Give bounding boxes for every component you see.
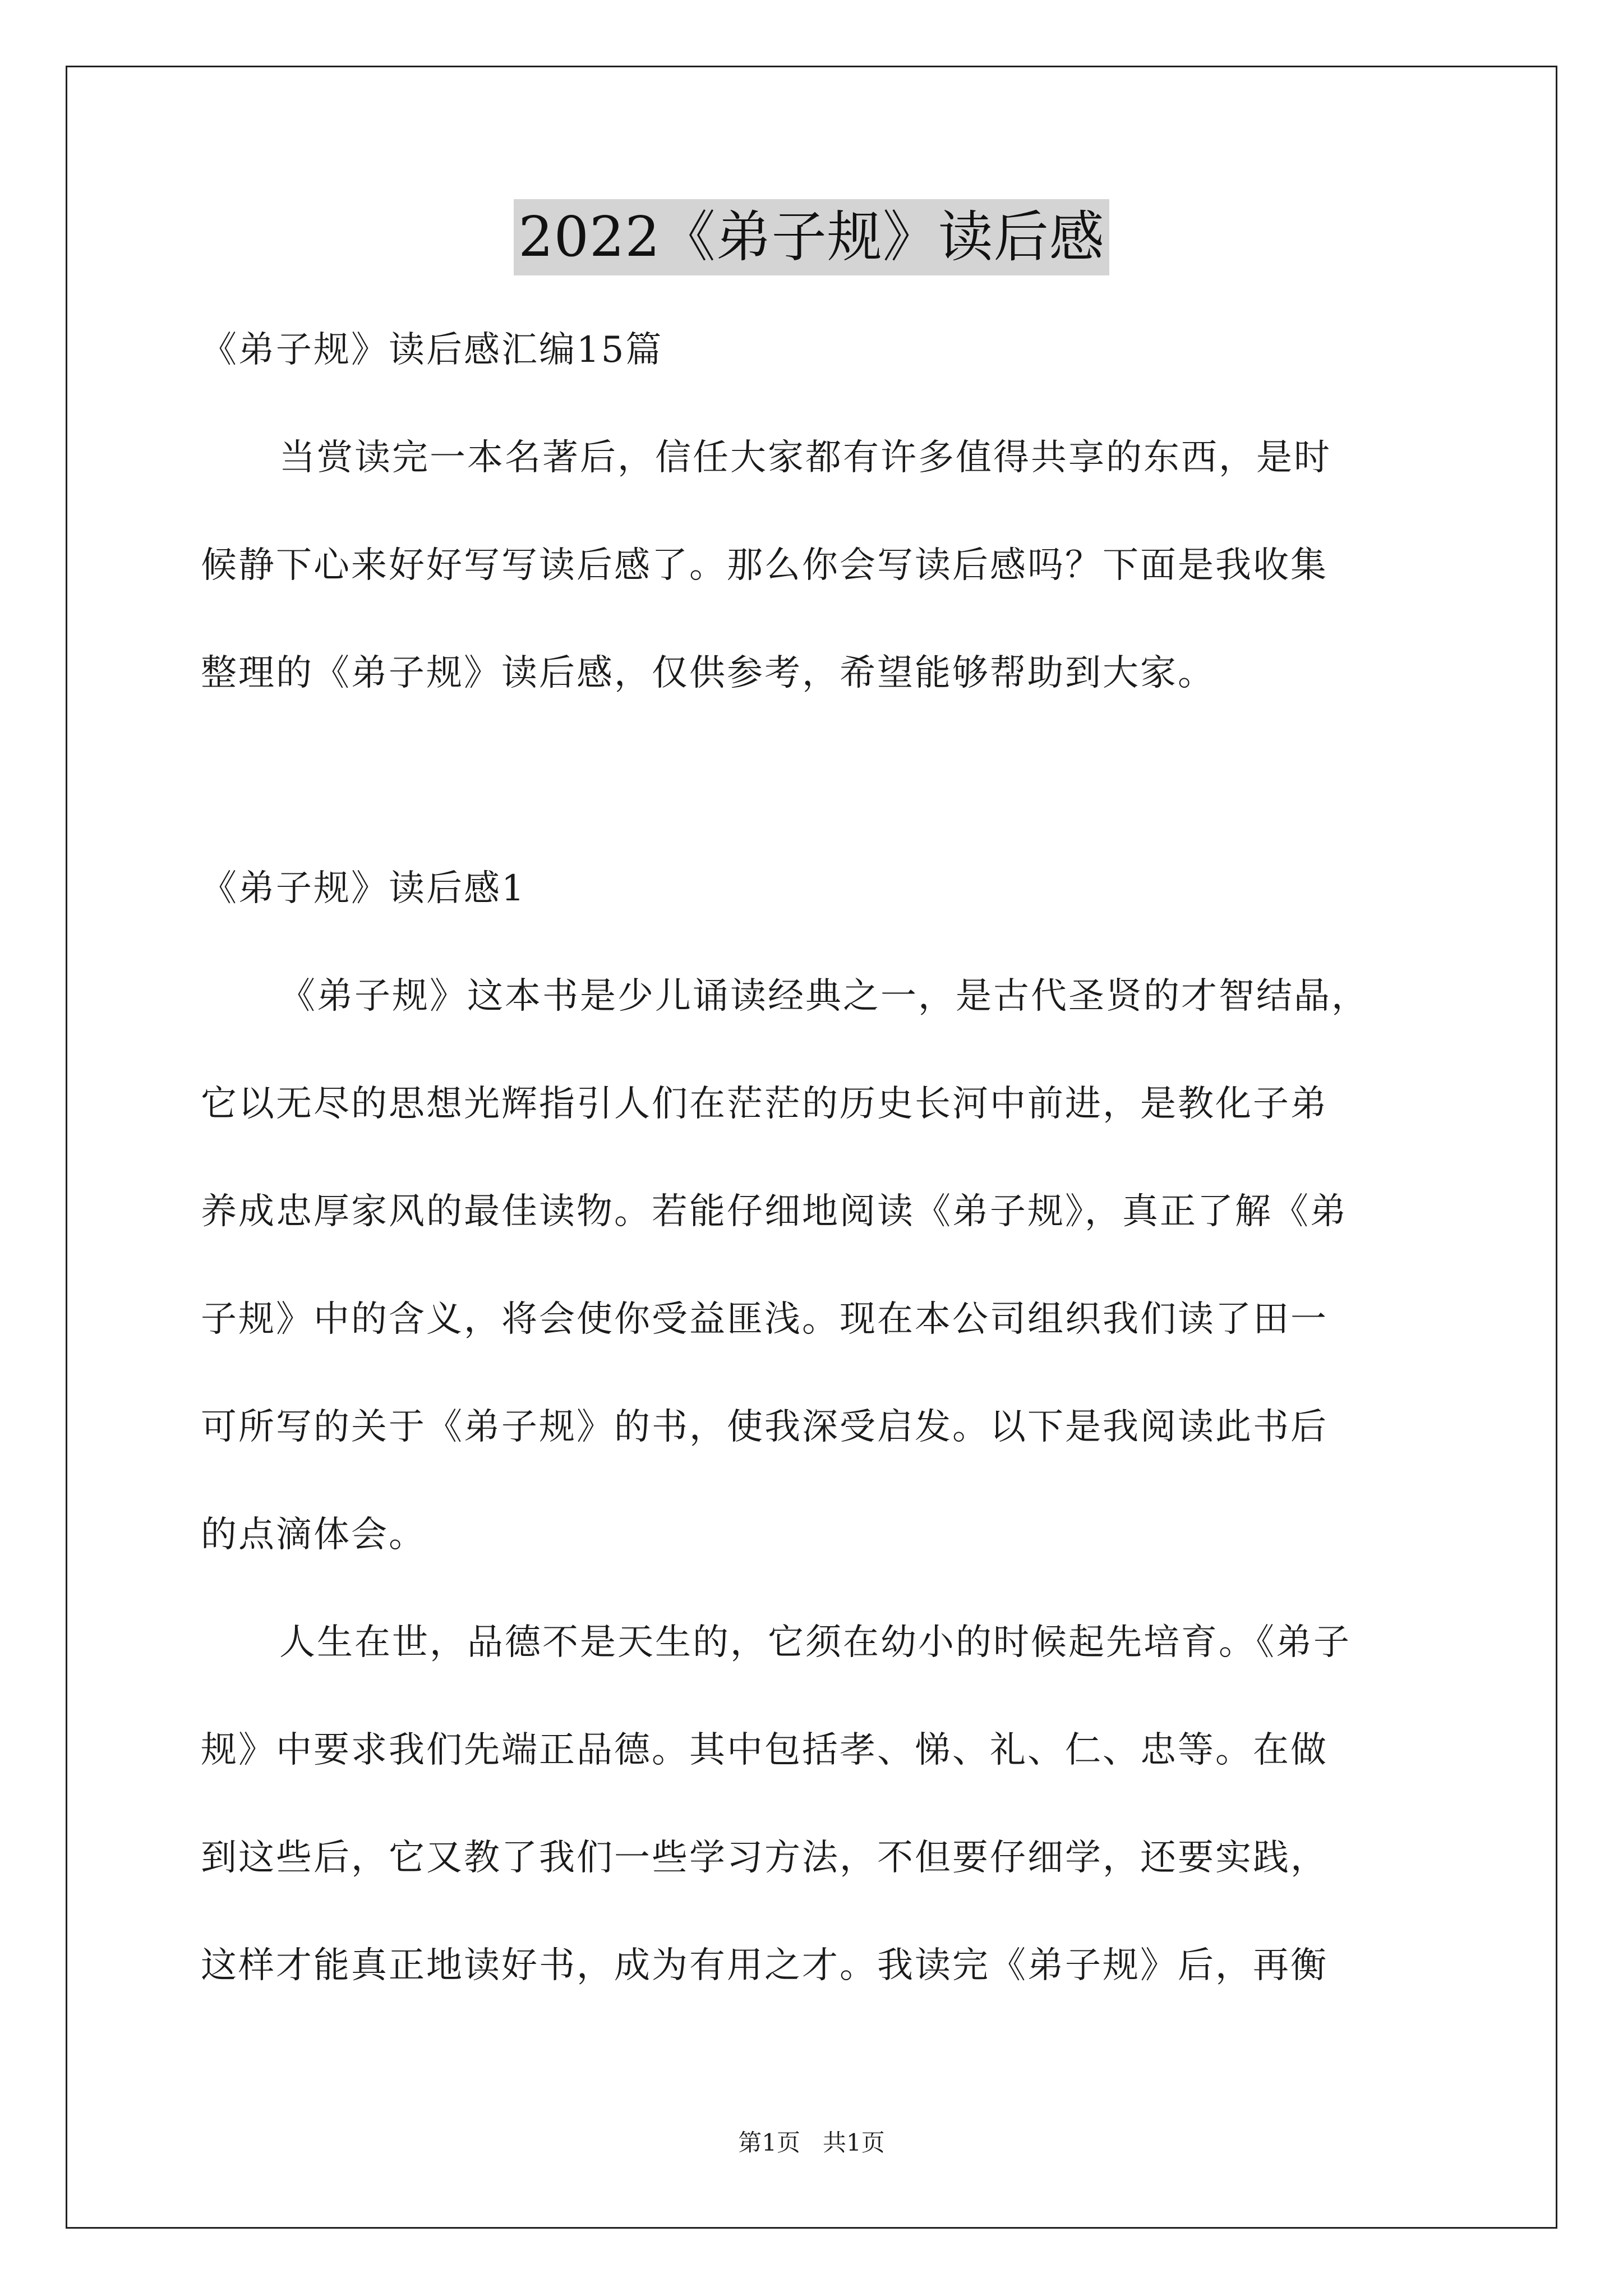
title-container bbox=[0, 199, 1623, 275]
page-footer bbox=[0, 2126, 1623, 2160]
paragraph-line: 的点滴体会。 bbox=[201, 1514, 426, 1556]
paragraph-line: 这样才能真正地读好书，成为有用之才。我读完《弟子规》后，再衡 bbox=[201, 1945, 1328, 1986]
document-body bbox=[201, 296, 1435, 2019]
paragraph-line: 它以无尽的思想光辉指引人们在茫茫的历史长河中前进，是教化子弟 bbox=[201, 1083, 1328, 1125]
section-heading: 《弟子规》读后感1 bbox=[201, 868, 526, 909]
blank-line bbox=[201, 727, 1435, 835]
intro-line: 整理的《弟子规》读后感，仅供参考，希望能够帮助到大家。 bbox=[201, 652, 1215, 694]
intro-line: 当赏读完一本名著后，信任大家都有许多值得共享的东西，是时 bbox=[279, 437, 1331, 478]
paragraph-line: 到这些后，它又教了我们一些学习方法，不但要仔细学，还要实践， bbox=[201, 1837, 1328, 1879]
paragraph-line: 子规》中的含义，将会使你受益匪浅。现在本公司组织我们读了田一 bbox=[201, 1299, 1328, 1340]
paragraph-line: 养成忠厚家风的最佳读物。若能仔细地阅读《弟子规》，真正了解《弟 bbox=[201, 1191, 1348, 1232]
page-total: 共1页 bbox=[823, 2129, 885, 2156]
paragraph-line: 可所写的关于《弟子规》的书，使我深受启发。以下是我阅读此书后 bbox=[201, 1406, 1328, 1448]
paragraph-line: 规》中要求我们先端正品德。其中包括孝、悌、礼、仁、忠等。在做 bbox=[201, 1729, 1328, 1771]
paragraph-line: 《弟子规》这本书是少儿诵读经典之一，是古代圣贤的才智结晶， bbox=[279, 976, 1369, 1017]
document-title: 2022《弟子规》读后感 bbox=[514, 199, 1109, 275]
page-number: 第1页 bbox=[738, 2129, 800, 2156]
paragraph-line: 人生在世，品德不是天生的，它须在幼小的时候起先培育。《弟子 bbox=[279, 1622, 1351, 1663]
document-subtitle: 《弟子规》读后感汇编15篇 bbox=[201, 329, 663, 371]
intro-line: 候静下心来好好写写读后感了。那么你会写读后感吗？下面是我收集 bbox=[201, 545, 1328, 586]
